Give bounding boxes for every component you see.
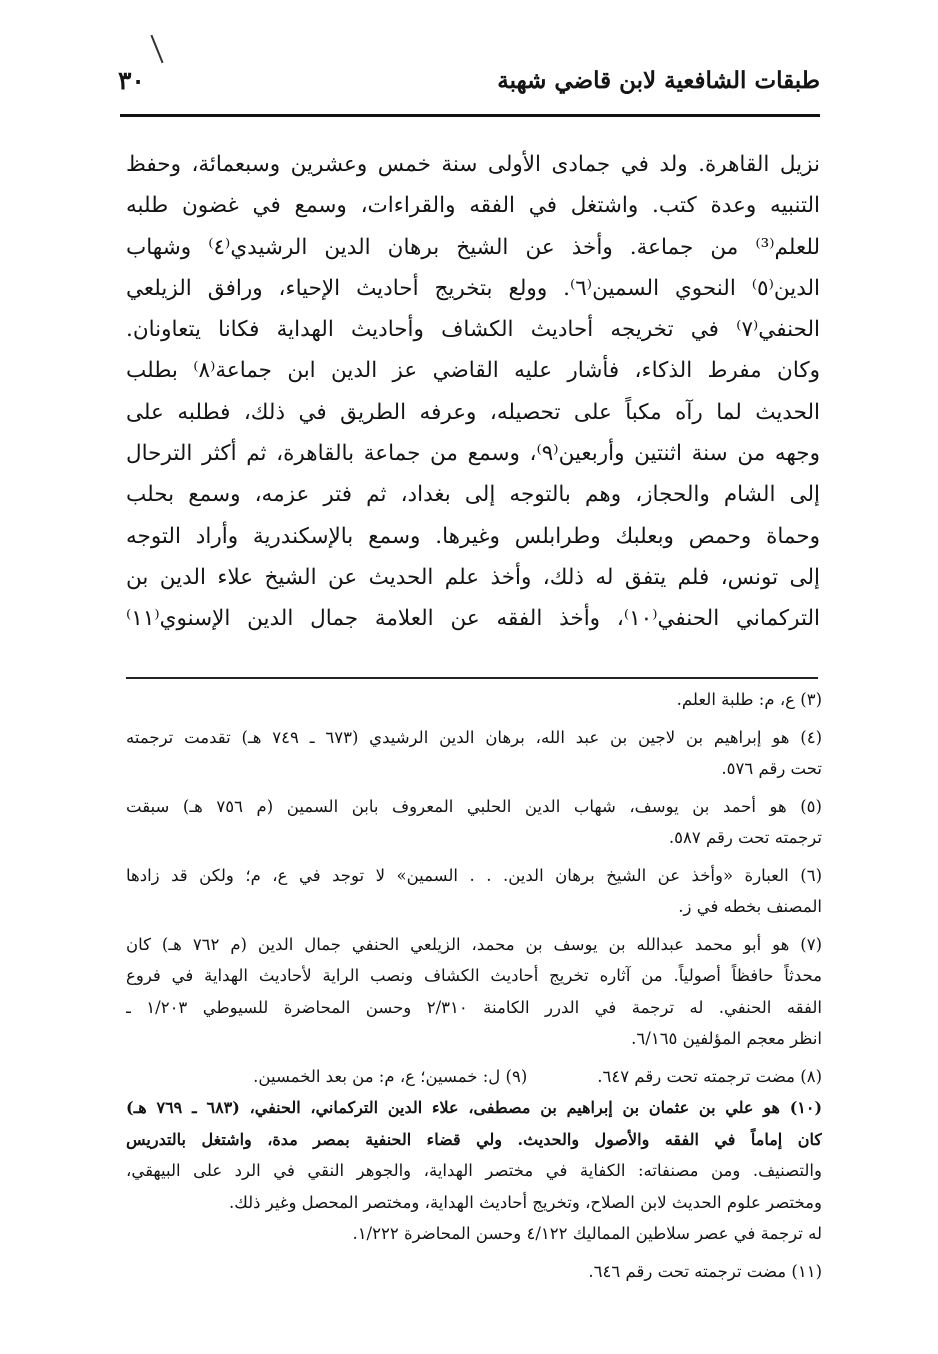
footnote-line: كان إماماً في الفقه والأصول والحديث. ولي قضاء الحنفية بمصر مدة، واشتغل بالتدريس (126, 1129, 822, 1149)
footnote-7 (126, 929, 822, 1055)
running-title: طبقات الشافعية لابن قاضي شهبة (497, 66, 820, 94)
body-line: نزيل القاهرة. ولد في جمادى الأولى سنة خمس وعشرين وسبعمائة، وحفظ (126, 152, 820, 177)
body-line: إلى الشام والحجاز، وهم بالتوجه إلى بغداد، ثم فتر عزمه، وسمع بحلب (126, 482, 820, 508)
footnote-line: الفقه الحنفي. له ترجمة في الدرر الكامنة ٢/٣١٠ وحسن المحاضرة للسيوطي ١/٢٠٣ ـ (126, 997, 822, 1017)
footnote-line: (١٠) هو علي بن عثمان بن إبراهيم بن مصطفى، علاء الدين التركماني، الحنفي، (٦٨٣ ـ ٧٦٩ هـ) (126, 1098, 822, 1117)
footnote-rule (126, 677, 818, 679)
body-line: للعلم⁽³⁾ من جماعة. وأخذ عن الشيخ برهان الدين الرشيدي⁽٤⁾ وشهاب (126, 234, 820, 260)
body-line: وجهه من سنة اثنتين وأربعين⁽٩⁾، وسمع من جماعة بالقاهرة، ثم أكثر الترحال (126, 441, 820, 467)
footnote-line: ترجمته تحت رقم ٥٨٧. (668, 828, 822, 847)
footnote-line: (٣) ع، م: طلبة العلم. (676, 690, 822, 709)
footnote-line: له ترجمة في عصر سلاطين المماليك ٤/١٢٢ وحسن المحاضرة ١/٢٢٢. (352, 1224, 822, 1243)
footnote-line: (٦) العبارة «وأخذ عن الشيخ برهان الدين. . . السمين» لا توجد في ع، م؛ ولكن قد زادها (126, 865, 822, 885)
footnote-11 (126, 1256, 822, 1288)
body-line: الحنفي⁽٧⁾ في تخريجه أحاديث الكشاف وأحاديث الهداية فكانا يتعاونان. (126, 317, 820, 343)
footnotes-8-9 (126, 1061, 822, 1093)
footnote-line: محدثاً حافظاً أصولياً. من آثاره تخريج أحاديث الكشاف ونصب الراية لأحاديث الهداية في فروع (126, 966, 822, 985)
body-line: وكان مفرط الذكاء، فأشار عليه القاضي عز الدين ابن جماعة⁽٨⁾ بطلب (126, 358, 820, 384)
body-line: التنبيه وعدة كتب. واشتغل في الفقه والقراءات، وسمع في غضون طلبه (126, 193, 820, 219)
body-line: إلى تونس، فلم يتفق له ذلك، وأخذ علم الحديث عن الشيخ علاء الدين بن (126, 564, 820, 590)
body-line: الحديث لما رآه مكباً على تحصيله، وعرفه الطريق في ذلك، فطلبه على (126, 399, 820, 425)
footnote-line: ومختصر علوم الحديث لابن الصلاح، وتخريج أحاديث الهداية، ومختصر المحصل وغير ذلك. (228, 1192, 822, 1212)
body-line: وحماة وحمص وبعلبك وطرابلس وغيرها. وسمع بالإسكندرية وأراد التوجه (126, 523, 820, 549)
footnote-line: (٥) هو أحمد بن يوسف، شهاب الدين الحلبي المعروف بابن السمين (م ٧٥٦ هـ) سبقت (126, 796, 822, 816)
footnote-line: انظر معجم المؤلفين ٦/١٦٥. (631, 1029, 822, 1048)
footnote-10 (126, 1092, 822, 1250)
footnote-line: (٧) هو أبو محمد عبدالله بن يوسف بن محمد، الزيلعي الحنفي جمال الدين (م ٧٦٢ هـ) كان (126, 934, 822, 954)
page-number: ٣٠ (118, 65, 145, 95)
footnote-line: تحت رقم ٥٧٦. (721, 759, 822, 778)
footnote-9: (٩) ل: خمسين؛ ع، م: من بعد الخمسين. (253, 1066, 528, 1086)
page-header (118, 58, 820, 102)
body-line: التركماني الحنفي⁽١٠⁾، وأخذ الفقه عن العلامة جمال الدين الإسنوي⁽١١⁾ (126, 606, 820, 632)
footnotes (126, 684, 822, 1293)
footnote-line: المصنف بخطه في ز. (678, 897, 822, 916)
footnote-line: (٤) هو إبراهيم بن لاجين بن عبد الله، برهان الدين الرشيدي (٦٧٣ ـ ٧٤٩ هـ) تقدمت ترجمته (126, 727, 822, 747)
footnote-6 (126, 860, 822, 923)
footnote-5 (126, 791, 822, 854)
header-rule (120, 114, 820, 117)
footnote-line: (١١) مضت ترجمته تحت رقم ٦٤٦. (588, 1261, 822, 1281)
main-text (126, 144, 820, 640)
footnote-4 (126, 722, 822, 785)
footnote-8: (٨) مضت ترجمته تحت رقم ٦٤٧. (597, 1066, 822, 1086)
footnote-3 (126, 684, 822, 716)
body-line: الدين⁽٥⁾ النحوي السمين⁽٦⁾. وولع بتخريج أحاديث الإحياء، ورافق الزيلعي (126, 275, 820, 301)
footnote-line: والتصنيف. ومن مصنفاته: الكفاية في مختصر الهداية، والجوهر النقي في الرد على البيهقي، (126, 1161, 822, 1180)
